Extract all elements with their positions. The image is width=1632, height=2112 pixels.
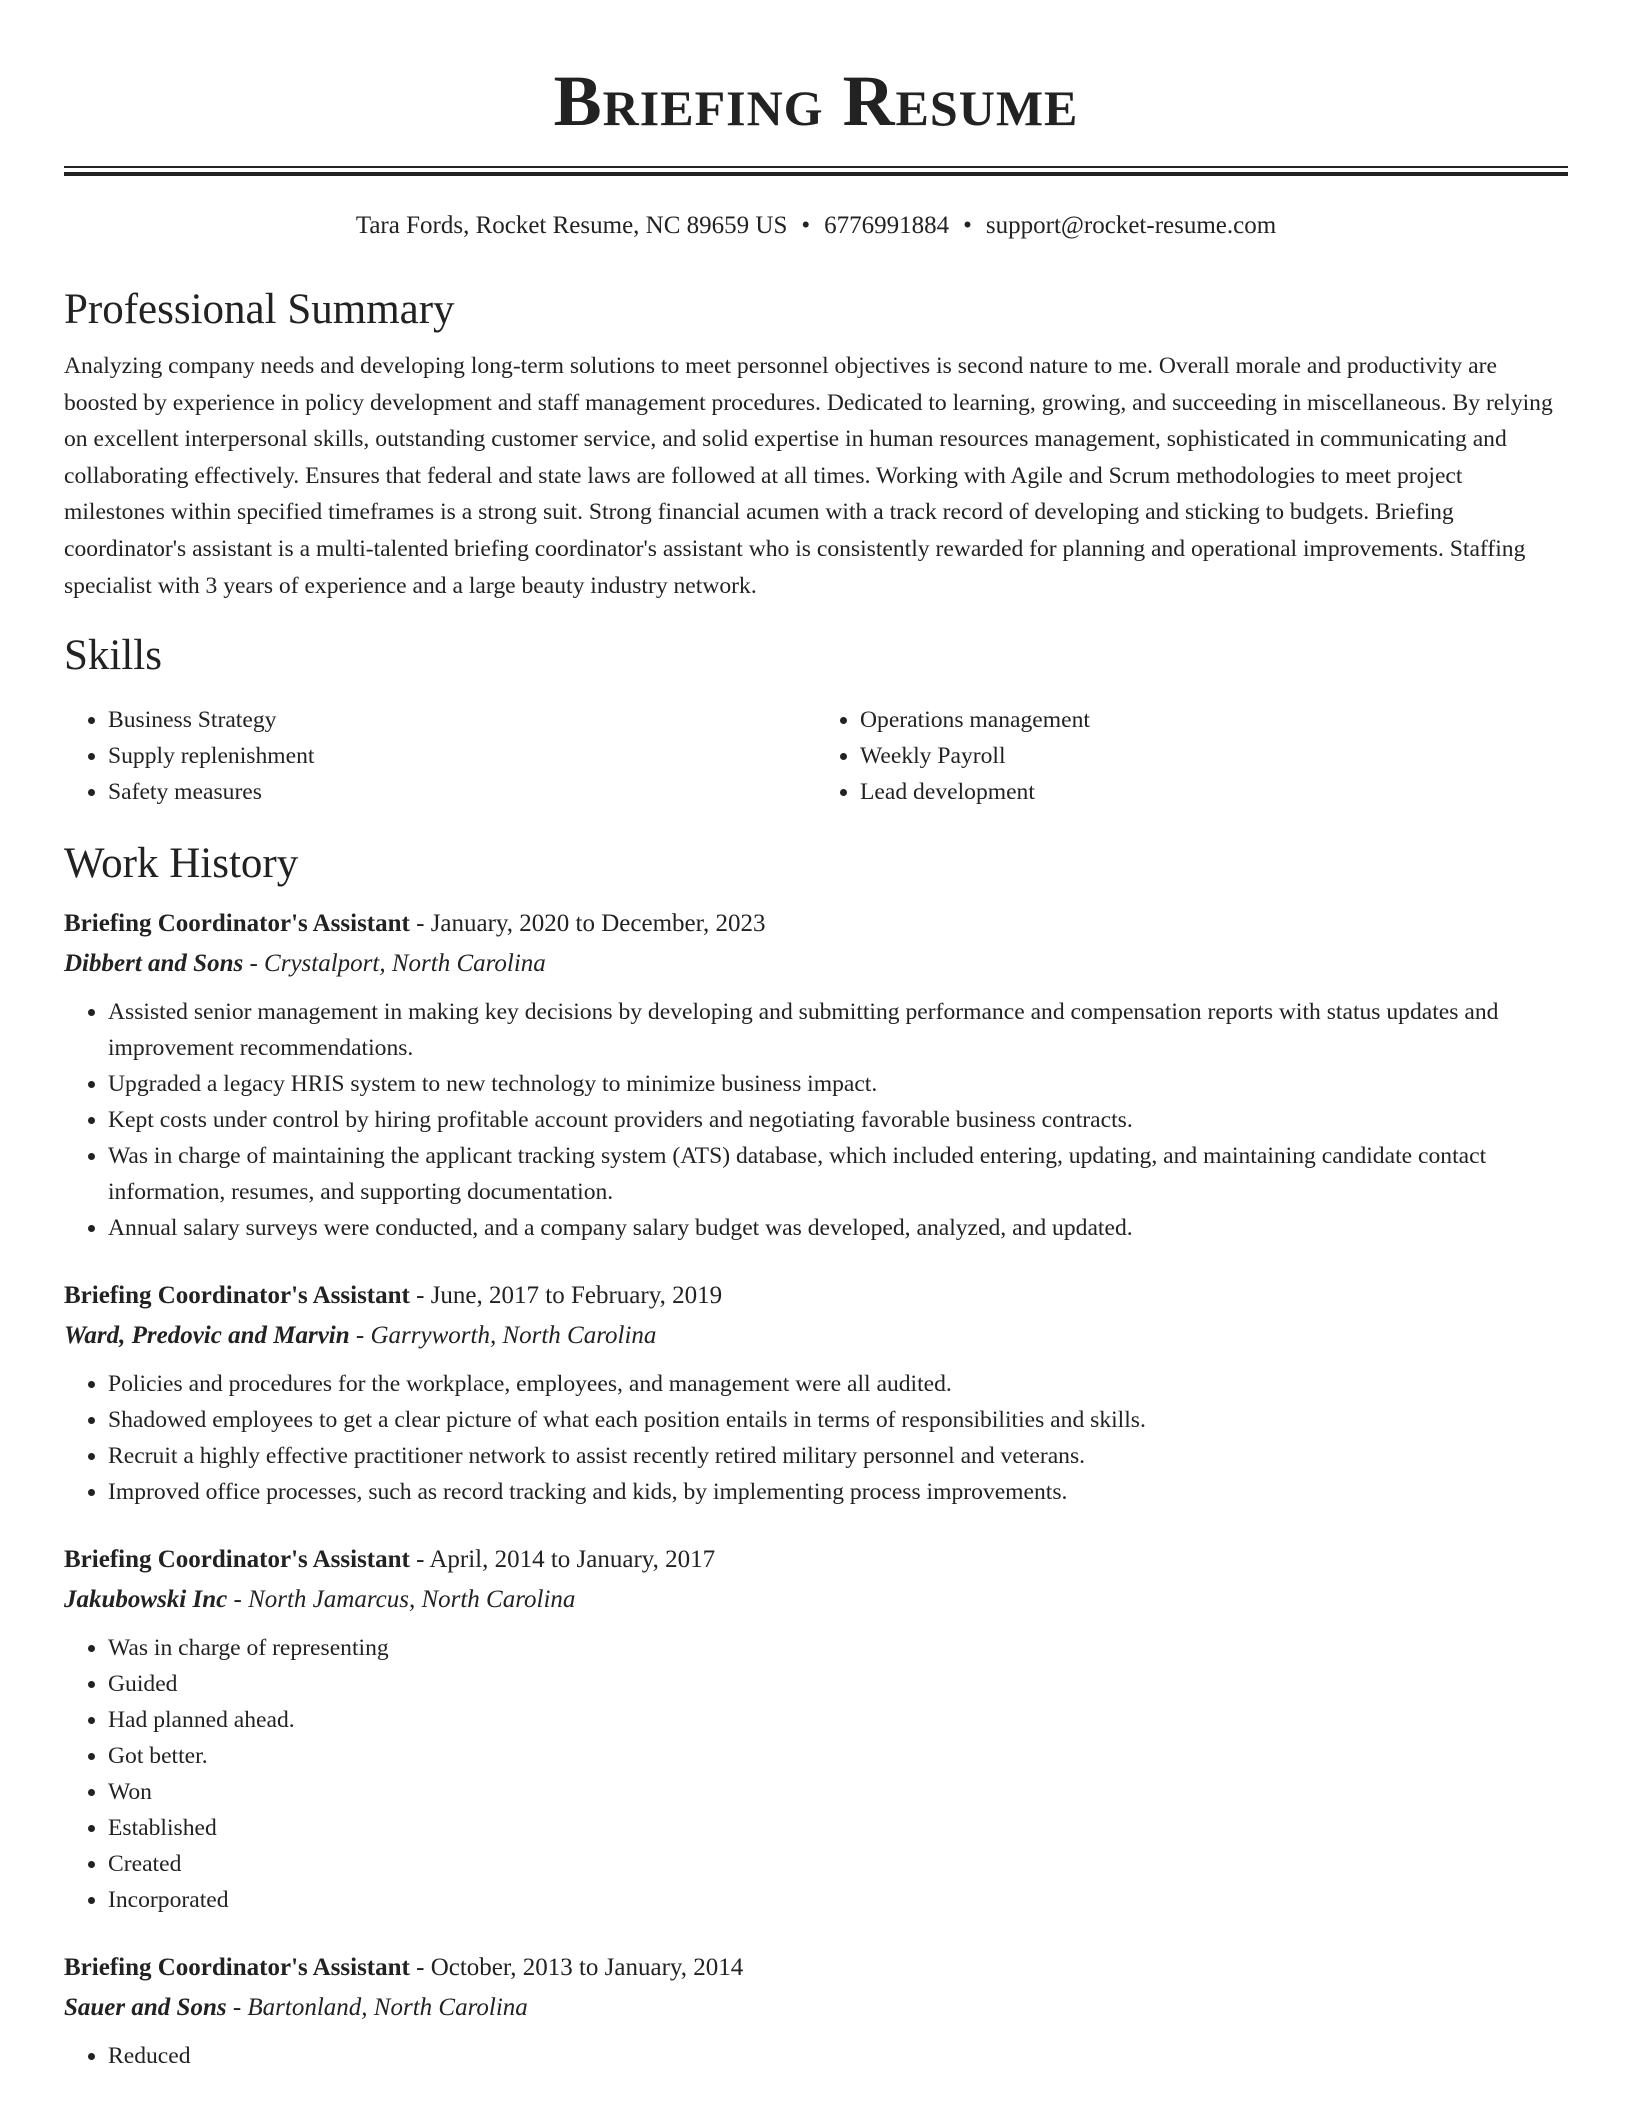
duty-item: • Had planned ahead. <box>108 1702 1568 1738</box>
job-entry <box>64 904 1568 1246</box>
skill-item: • Supply replenishment <box>108 738 816 774</box>
contact-separator: • <box>963 212 972 239</box>
skills-heading: Skills <box>64 632 162 680</box>
duty-item: • Kept costs under control by hiring profitable account providers and negotiating favorable business contracts. <box>108 1102 1568 1138</box>
job-location: Bartonland, North Carolina <box>247 1994 528 2022</box>
job-location: North Jamarcus, North Carolina <box>248 1586 576 1614</box>
job-role: Briefing Coordinator's Assistant <box>64 910 410 938</box>
contact-separator: • <box>801 212 811 239</box>
job-location: Crystalport, North Carolina <box>264 950 546 978</box>
duty-item: • Was in charge of maintaining the applicant tracking system (ATS) database, which included entering, updating, and maintaining candidate contact information, resumes, and supporting documentation. <box>108 1138 1568 1210</box>
skills-column-left <box>64 702 816 810</box>
duty-item: • Established <box>108 1810 1568 1846</box>
skills-column-right <box>816 702 1568 810</box>
duty-item: • Won <box>108 1774 1568 1810</box>
job-role: Briefing Coordinator's Assistant <box>64 1546 410 1574</box>
job-duties <box>64 1630 1568 1918</box>
skill-item: • Safety measures <box>108 774 816 810</box>
job-company: Jakubowski Inc <box>64 1586 228 1614</box>
job-duties <box>64 994 1568 1246</box>
job-employer: Sauer and Sons - Bartonland, North Carolina <box>64 1994 528 2022</box>
job-employer: Dibbert and Sons - Crystalport, North Carolina <box>64 950 546 978</box>
job-dates: October, 2013 to January, 2014 <box>430 1954 744 1982</box>
job-header: Briefing Coordinator's Assistant - June, 2017 to February, 2019 <box>64 1282 723 1310</box>
job-location: Garryworth, North Carolina <box>370 1322 657 1350</box>
duty-item: • Assisted senior management in making key decisions by developing and submitting performance and compensation reports with status updates and improvement recommendations. <box>108 994 1568 1066</box>
job-dates: April, 2014 to January, 2017 <box>429 1546 716 1574</box>
job-dates: January, 2020 to December, 2023 <box>430 910 766 938</box>
job-employer: Ward, Predovic and Marvin - Garryworth, North Carolina <box>64 1322 657 1350</box>
skills-grid <box>64 702 1568 810</box>
contact-address: Tara Fords, Rocket Resume, NC 89659 US <box>355 212 788 239</box>
job-entry <box>64 1276 1568 1510</box>
skill-item: • Business Strategy <box>108 702 816 738</box>
duty-item: • Was in charge of representing <box>108 1630 1568 1666</box>
duty-item: • Improved office processes, such as record tracking and kids, by implementing process improvements. <box>108 1474 1568 1510</box>
job-header: Briefing Coordinator's Assistant - April, 2014 to January, 2017 <box>64 1546 716 1574</box>
job-entry <box>64 1540 1568 1918</box>
skill-item: • Weekly Payroll <box>860 738 1568 774</box>
job-role: Briefing Coordinator's Assistant <box>64 1282 410 1310</box>
job-duties <box>64 2038 1568 2074</box>
job-dates: June, 2017 to February, 2019 <box>430 1282 723 1310</box>
duty-item: • Incorporated <box>108 1882 1568 1918</box>
duty-item: • Created <box>108 1846 1568 1882</box>
contact-phone: 6776991884 <box>824 212 950 239</box>
duty-item: • Recruit a highly effective practitioner network to assist recently retired military personnel and veterans. <box>108 1438 1568 1474</box>
resume-title: Briefing Resume <box>553 61 1079 141</box>
duty-item: • Annual salary surveys were conducted, and a company salary budget was developed, analyzed, and updated. <box>108 1210 1568 1246</box>
title-divider <box>64 166 1568 176</box>
job-duties <box>64 1366 1568 1510</box>
job-company: Sauer and Sons <box>64 1994 227 2022</box>
skill-item: • Lead development <box>860 774 1568 810</box>
job-header: Briefing Coordinator's Assistant - October, 2013 to January, 2014 <box>64 1954 744 1982</box>
contact-email: support@rocket-resume.com <box>985 212 1277 239</box>
duty-item: • Got better. <box>108 1738 1568 1774</box>
skill-item: • Operations management <box>860 702 1568 738</box>
duty-item: • Upgraded a legacy HRIS system to new technology to minimize business impact. <box>108 1066 1568 1102</box>
duty-item: • Guided <box>108 1666 1568 1702</box>
job-company: Ward, Predovic and Marvin <box>64 1322 350 1350</box>
duty-item: • Policies and procedures for the workplace, employees, and management were all audited. <box>108 1366 1568 1402</box>
job-company: Dibbert and Sons <box>64 950 244 978</box>
duty-item: • Reduced <box>108 2038 1568 2074</box>
summary-heading: Professional Summary <box>64 286 455 333</box>
job-employer: Jakubowski Inc - North Jamarcus, North Carolina <box>64 1586 576 1614</box>
work-history-heading: Work History <box>64 840 299 888</box>
job-header: Briefing Coordinator's Assistant - January, 2020 to December, 2023 <box>64 910 766 938</box>
job-entry <box>64 1948 1568 2074</box>
job-role: Briefing Coordinator's Assistant <box>64 1954 410 1982</box>
summary-text: Analyzing company needs and developing long-term solutions to meet personnel objectives is second nature to me. Overall morale and productivity are boosted by experience in policy development and staff management procedures. Dedicated to learning, growing, and succeeding in miscellaneous. By relying on excellent interpersonal skills, outstanding customer service, and solid expertise in human resources management, sophisticated in communicating and collaborating effectively. Ensures that federal and state laws are followed at all times. Working with Agile and Scrum methodologies to meet project milestones within specified timeframes is a strong suit. Strong financial acumen with a track record of developing and sticking to budgets. Briefing coordinator's assistant is a multi-talented briefing coordinator's assistant who is consistently rewarded for planning and operational improvements. Staffing specialist with 3 years of experience and a large beauty industry network. <box>64 353 1553 599</box>
contact-line <box>64 210 1568 242</box>
duty-item: • Shadowed employees to get a clear picture of what each position entails in terms of responsibilities and skills. <box>108 1402 1568 1438</box>
